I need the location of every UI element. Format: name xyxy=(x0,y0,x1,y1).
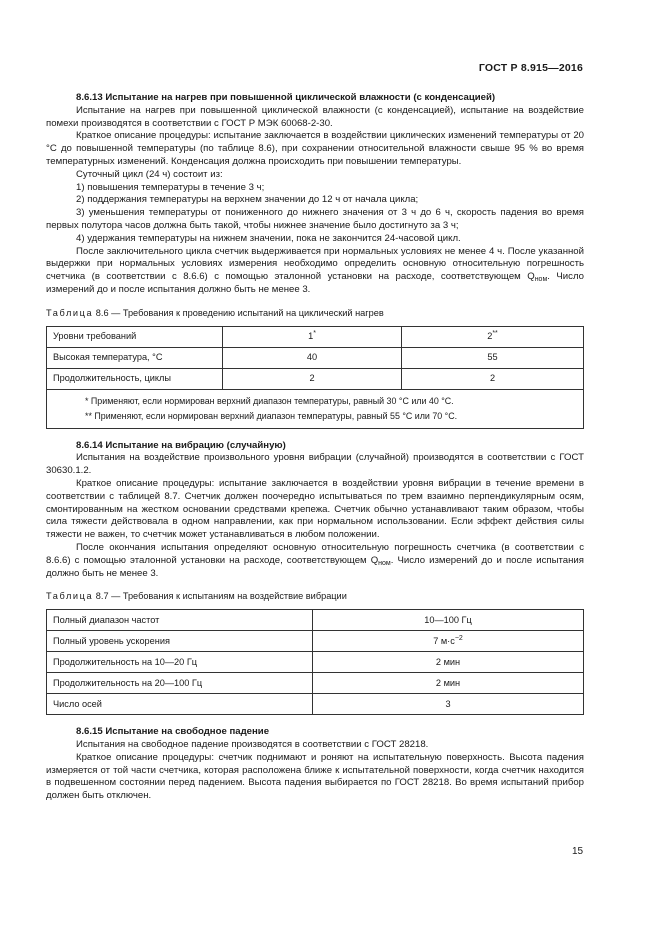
table-notes xyxy=(47,389,584,428)
table-cell: 2** xyxy=(402,326,584,347)
section-heading-8-6-13: 8.6.13 Испытание на нагрев при повышенной циклической влажности (с конденсацией) xyxy=(76,92,496,103)
table-cell: 2 мин xyxy=(313,652,584,673)
table-row xyxy=(47,610,584,631)
table-cell: 7 $м\cdot с^{-2}$ xyxy=(313,631,584,652)
list-item: 3) уменьшения температуры от пониженного до нижнего значения от 3 ч до 6 ч, скорость падения во время первых полутора часов должна быть такой, чтобы нижнее значение было достигнуто за 3 ч; xyxy=(46,207,584,231)
paragraph: Суточный цикл (24 ч) состоит из: xyxy=(76,168,223,180)
paragraph: После окончания испытания определяют основную относительную погрешность счетчика (в соответствии с 8.6.6) с помощью эталонной установки на расходе, соответствующем $Q_{ном}$. Число измерений до и после испытания должно быть не менее 3. xyxy=(46,541,584,579)
table-cell: 2 мин xyxy=(313,673,584,694)
list-item: 4) удержания температуры на нижнем значении, пока не закончится 24-часовой цикл. xyxy=(76,232,461,244)
table-caption-8-6: Таблица 8.6 — Требования к проведению испытаний на циклический нагрев xyxy=(46,307,384,318)
paragraph: После заключительного цикла счетчик выдерживается при нормальных условиях не менее 4 ч. После указанной выдержки при нормальных условиях измерения необходимо определить основную относительную погрешность счетчика (в соответствии с 8.6.6) с помощью эталонной установки на расходе, соответствующем $Q_{ном}$. Число измерений до и после испытания должно быть не менее 3. xyxy=(46,245,584,295)
table-row xyxy=(47,326,584,347)
table-cell: 40 xyxy=(223,347,402,368)
table-cell-label: Продолжительность на 10—20 Гц xyxy=(47,652,313,673)
standard-header: ГОСТ Р 8.915—2016 xyxy=(478,62,583,74)
section-heading-8-6-15: 8.6.15 Испытание на свободное падение xyxy=(76,726,270,738)
table-cell: 3 xyxy=(313,694,584,715)
table-cell-label: Уровни требований xyxy=(47,326,223,347)
list-item: 1) повышения температуры в течение 3 ч; xyxy=(76,181,265,193)
table-cell: 55 xyxy=(402,347,584,368)
table-cell: 1* xyxy=(223,326,402,347)
table-cell-label: Продолжительность, циклы xyxy=(47,368,223,389)
table-cell-label: Продолжительность на 20—100 Гц xyxy=(47,673,313,694)
page-content xyxy=(46,92,584,803)
paragraph: Краткое описание процедуры: испытание заключается в воздействии уровня вибрации в течение времени в соответствии с таблицей 8.7. Счетчик должен поочередно испытываться по трем взаимно перпендикулярным осям, смонтированным на жестком основании средствами крепежа. Счетчик обычно устанавливают таким образом, чтобы сила тяжести действовала в одном направлении, как при нормальном использовании. Если эффект действия силы тяжести не важен, то счетчик может устанавливаться в любом положении. xyxy=(46,477,584,541)
table-note: ** Применяют, если нормирован верхний диапазон температуры, равный 55 °C или 70 °C. xyxy=(85,410,458,421)
table-cell-label: Число осей xyxy=(47,694,313,715)
paragraph: Краткое описание процедуры: испытание заключается в воздействии циклических изменений температуры от 20 °C до повышенной температуры (по таблице 8.6), при сохранении относительной влажности свыше 95 % во время температурных изменений. Конденсация должна происходить при повышении температуры. xyxy=(46,130,584,167)
table-cell-label: Полный диапазон частот xyxy=(47,610,313,631)
table-cell: 10—100 Гц xyxy=(313,610,584,631)
table-note: * Применяют, если нормирован верхний диапазон температуры, равный 30 °C или 40 °C. xyxy=(85,395,454,406)
paragraph: Испытание на нагрев при повышенной циклической влажности (с конденсацией), испытание на воздействие помехи производятся в соответствии с ГОСТ Р МЭК 60068-2-30. xyxy=(46,104,584,129)
table-row xyxy=(47,652,584,673)
section-heading-8-6-14: 8.6.14 Испытание на вибрацию (случайную) xyxy=(76,439,286,451)
table-caption-8-7: Таблица 8.7 — Требования к испытаниям на воздействие вибрации xyxy=(46,591,347,602)
table-cell: 2 xyxy=(402,368,584,389)
table-notes-row xyxy=(47,389,584,428)
paragraph: Испытания на свободное падение производятся в соответствии с ГОСТ 28218. xyxy=(76,738,429,750)
table-cell: 2 xyxy=(223,368,402,389)
paragraph: Испытания на воздействие произвольного уровня вибрации (случайной) производятся в соответствии с ГОСТ 30630.1.2. xyxy=(46,452,584,477)
page-number: 15 xyxy=(572,846,584,857)
table-cell-label: Высокая температура, °C xyxy=(47,347,223,368)
table-8-7 xyxy=(46,609,584,715)
table-row xyxy=(47,347,584,368)
table-row xyxy=(47,673,584,694)
table-8-6 xyxy=(46,326,584,429)
list-item: 2) поддержания температуры на верхнем значении до 12 ч от начала цикла; xyxy=(76,194,419,206)
table-row xyxy=(47,368,584,389)
table-cell-label: Полный уровень ускорения xyxy=(47,631,313,652)
table-row xyxy=(47,631,584,652)
table-row xyxy=(47,694,584,715)
paragraph: Краткое описание процедуры: счетчик поднимают и роняют на испытательную поверхность. Высота падения измеряется от той части счетчика, которая расположена ближе к испытательной поверхности, когда счетчик находится в подвешенном состоянии перед падением. Высота падения выбирается по ГОСТ 28218. Во время испытаний прибор должен быть отключен. xyxy=(46,751,584,802)
